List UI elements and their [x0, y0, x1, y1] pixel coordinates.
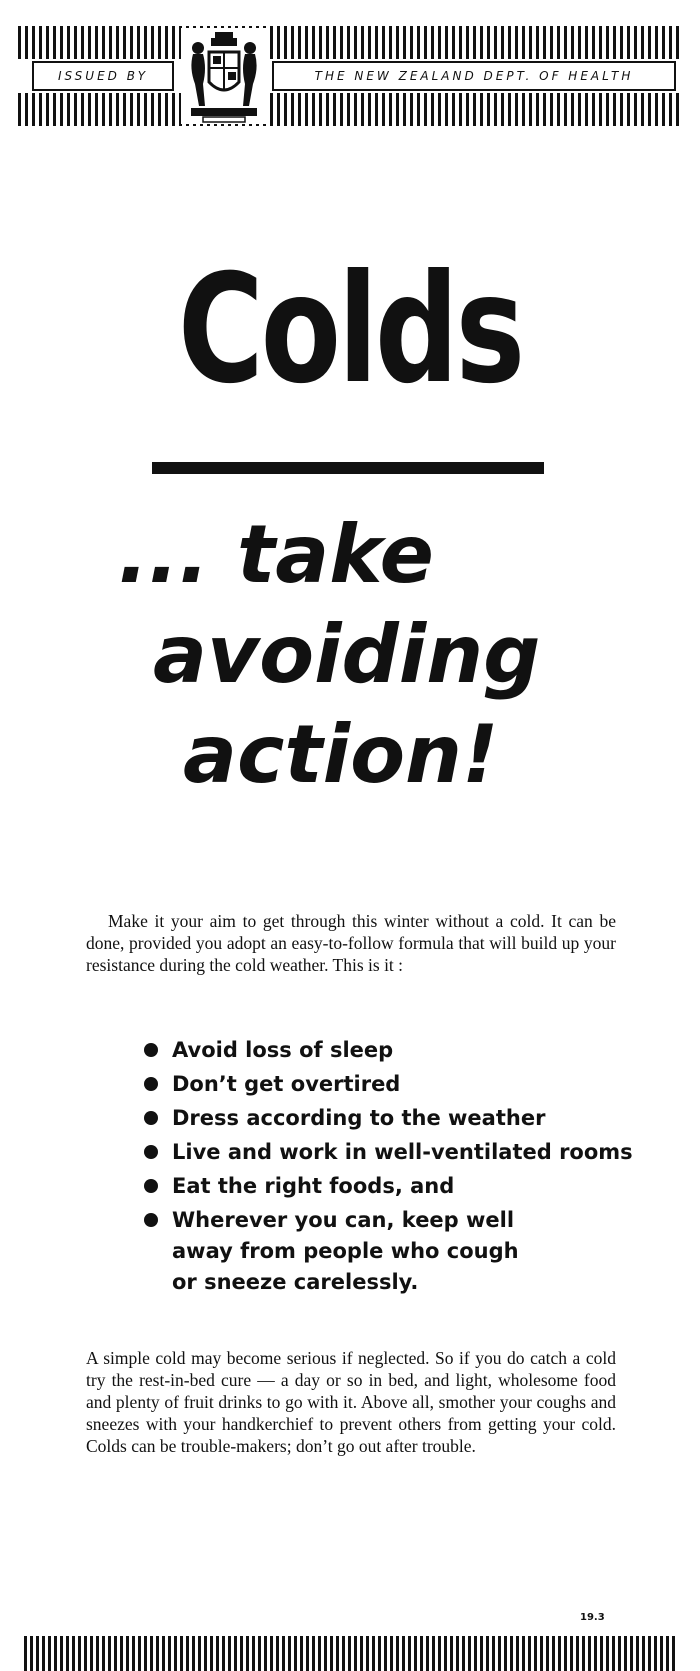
bullet-icon: [144, 1077, 158, 1091]
banner-stripes-top: [18, 26, 682, 59]
header-banner: [18, 26, 682, 126]
list-item: Wherever you can, keep well away from people who cough or sneeze carelessly.: [144, 1205, 664, 1298]
issued-by-box: [32, 61, 174, 91]
list-item: Eat the right foods, and: [144, 1171, 664, 1202]
list-item: Dress according to the weather: [144, 1103, 664, 1134]
list-item: Don’t get overtired: [144, 1069, 664, 1100]
list-item: Live and work in well-ventilated rooms: [144, 1137, 664, 1168]
page-title: Colds: [177, 243, 523, 417]
page-number: 19.3: [580, 1612, 605, 1623]
bullet-icon: [144, 1179, 158, 1193]
closing-paragraph: A simple cold may become serious if neglected. So if you do catch a cold try the rest-in-bed cure — a day or so in bed, and light, wholesome food and plenty of fruit drinks to go with it. Above all, smother your coughs and sneezes with your handkerchief to prevent others from getting your cold. Colds can be trouble-makers; don’t go out after trouble.: [86, 1348, 616, 1456]
banner-stripes-bottom: [18, 93, 682, 126]
footer-stripes: [24, 1636, 676, 1671]
bullet-icon: [144, 1043, 158, 1057]
department-label: THE NEW ZEALAND DEPT. OF HEALTH: [314, 69, 634, 83]
bullet-icon: [144, 1145, 158, 1159]
department-box: [272, 61, 676, 91]
bullet-icon: [144, 1213, 158, 1227]
title-rule: [152, 462, 544, 474]
intro-paragraph: Make it your aim to get through this winter without a cold. It can be done, provided you adopt an easy-to-follow formula that will build up your resistance during the cold weather. This is it :: [86, 911, 616, 975]
coat-of-arms-icon: [181, 28, 267, 124]
tagline-line-2: avoiding: [153, 608, 541, 701]
bullet-icon: [144, 1111, 158, 1125]
tagline-line-3: action!: [183, 708, 499, 801]
tagline-line-1: ... take: [118, 508, 434, 601]
list-item: Avoid loss of sleep: [144, 1035, 664, 1066]
issued-by-label: ISSUED BY: [57, 69, 149, 83]
advice-list: [144, 1035, 664, 1301]
